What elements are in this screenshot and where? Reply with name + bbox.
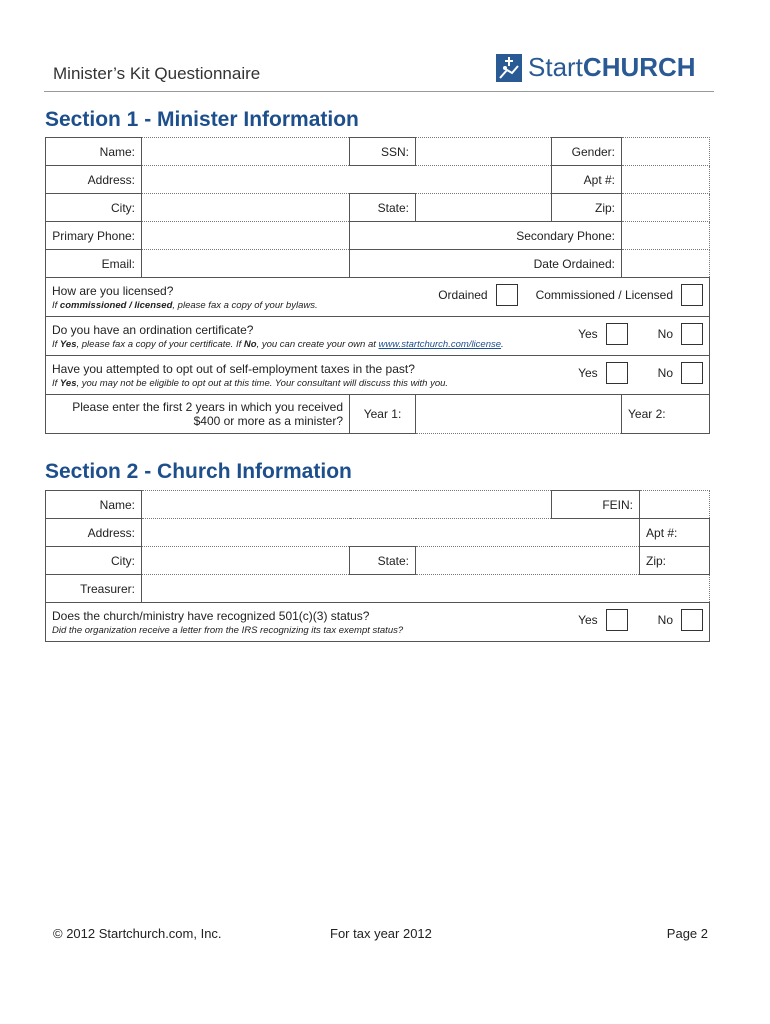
church-zip-cell[interactable]: [640, 547, 710, 575]
years-question: Please enter the first 2 years in which you received $400 or more as a minister?: [46, 395, 350, 434]
footer-copyright: © 2012 Startchurch.com, Inc.: [53, 926, 222, 941]
address-label: Address:: [46, 166, 142, 194]
church-row-address: [46, 519, 710, 547]
secondary-phone-label: Secondary Phone:: [350, 222, 622, 250]
primary-phone-label: Primary Phone:: [46, 222, 142, 250]
date-ordained-field[interactable]: [622, 250, 710, 278]
optout-no-checkbox[interactable]: [681, 362, 703, 384]
year2-label: Year 2:: [628, 407, 666, 421]
church-row-city: [46, 547, 710, 575]
licensed-note: If commissioned / licensed, please fax a copy of your bylaws.: [52, 299, 318, 311]
optout-no-option: No: [658, 362, 703, 384]
apt-label: Apt #:: [552, 166, 622, 194]
minister-apt-field[interactable]: [622, 166, 710, 194]
email-label: Email:: [46, 250, 142, 278]
gender-field[interactable]: [622, 138, 710, 166]
year2-cell[interactable]: [622, 395, 710, 434]
church-address-label: Address:: [46, 519, 142, 547]
fein-field[interactable]: [640, 491, 710, 519]
year1-label: Year 1:: [350, 395, 416, 434]
year1-field[interactable]: [416, 395, 622, 434]
document-title: Minister’s Kit Questionnaire: [53, 64, 261, 83]
commissioned-checkbox[interactable]: [681, 284, 703, 306]
certificate-question: Do you have an ordination certificate?: [52, 322, 254, 337]
license-link[interactable]: www.startchurch.com/license: [378, 338, 502, 350]
minister-city-field[interactable]: [142, 194, 350, 222]
city-label: City:: [46, 194, 142, 222]
row-years: [46, 395, 710, 434]
minister-name-field[interactable]: [142, 138, 350, 166]
status-question-cell: [46, 603, 710, 642]
church-row-status: [46, 603, 710, 642]
optout-question: Have you attempted to opt out of self-employment taxes in the past?: [52, 361, 415, 376]
status-no-checkbox[interactable]: [681, 609, 703, 631]
name-label: Name:: [46, 138, 142, 166]
state-label: State:: [350, 194, 416, 222]
certificate-no-checkbox[interactable]: [681, 323, 703, 345]
primary-phone-field[interactable]: [142, 222, 350, 250]
zip-label: Zip:: [552, 194, 622, 222]
row-address: [46, 166, 710, 194]
treasurer-field[interactable]: [142, 575, 710, 603]
email-field[interactable]: [142, 250, 350, 278]
row-certificate: [46, 317, 710, 356]
minister-info-table: [45, 137, 710, 434]
certificate-note: If Yes, please fax a copy of your certificate. If No, you can create your own at www.startchurch.com/license.: [52, 338, 504, 350]
licensed-question-cell: [46, 278, 710, 317]
ordained-option: Ordained: [438, 284, 517, 306]
church-address-field[interactable]: [142, 519, 640, 547]
status-no-option: No: [658, 609, 703, 631]
status-yes-option: Yes: [578, 609, 628, 631]
church-row-treasurer: [46, 575, 710, 603]
footer-tax-year: For tax year 2012: [330, 926, 432, 941]
startchurch-logo-icon: [496, 54, 522, 82]
status-question: Does the church/ministry have recognized 501(c)(3) status?: [52, 608, 370, 623]
footer-page-number: Page 2: [666, 926, 708, 941]
church-apt-cell[interactable]: [640, 519, 710, 547]
row-name: [46, 138, 710, 166]
certificate-no-option: No: [658, 323, 703, 345]
date-ordained-label: Date Ordained:: [350, 250, 622, 278]
minister-zip-field[interactable]: [622, 194, 710, 222]
row-phone: [46, 222, 710, 250]
church-info-table: [45, 490, 710, 642]
optout-question-cell: [46, 356, 710, 395]
secondary-phone-field[interactable]: [622, 222, 710, 250]
commissioned-option: Commissioned / Licensed: [536, 284, 703, 306]
church-city-field[interactable]: [142, 547, 350, 575]
certificate-yes-checkbox[interactable]: [606, 323, 628, 345]
church-name-label: Name:: [46, 491, 142, 519]
optout-yes-option: Yes: [578, 362, 628, 384]
row-optout: [46, 356, 710, 395]
certificate-yes-option: Yes: [578, 323, 628, 345]
fein-label: FEIN:: [552, 491, 640, 519]
church-zip-label: Zip:: [646, 553, 667, 568]
minister-address-field[interactable]: [142, 166, 552, 194]
treasurer-label: Treasurer:: [46, 575, 142, 603]
section-2-title: Section 2 - Church Information: [45, 460, 352, 483]
status-yes-checkbox[interactable]: [606, 609, 628, 631]
ssn-label: SSN:: [350, 138, 416, 166]
row-email: [46, 250, 710, 278]
ssn-field[interactable]: [416, 138, 552, 166]
church-city-label: City:: [46, 547, 142, 575]
church-row-name: [46, 491, 710, 519]
status-note: Did the organization receive a letter from the IRS recognizing its tax exempt status?: [52, 624, 404, 636]
licensed-question: How are you licensed?: [52, 283, 174, 298]
section-1-title: Section 1 - Minister Information: [45, 108, 359, 131]
church-name-field[interactable]: [142, 491, 552, 519]
church-apt-label: Apt #:: [646, 525, 678, 540]
certificate-question-cell: [46, 317, 710, 356]
church-state-label: State:: [350, 547, 416, 575]
minister-state-field[interactable]: [416, 194, 552, 222]
logo-wordmark: StartCHURCH: [528, 52, 696, 82]
optout-yes-checkbox[interactable]: [606, 362, 628, 384]
row-city: [46, 194, 710, 222]
gender-label: Gender:: [552, 138, 622, 166]
header-divider: [44, 91, 714, 92]
optout-note: If Yes, you may not be eligible to opt out at this time. Your consultant will discuss this with you.: [52, 377, 449, 389]
ordained-checkbox[interactable]: [496, 284, 518, 306]
church-state-field[interactable]: [416, 547, 640, 575]
row-licensed: [46, 278, 710, 317]
